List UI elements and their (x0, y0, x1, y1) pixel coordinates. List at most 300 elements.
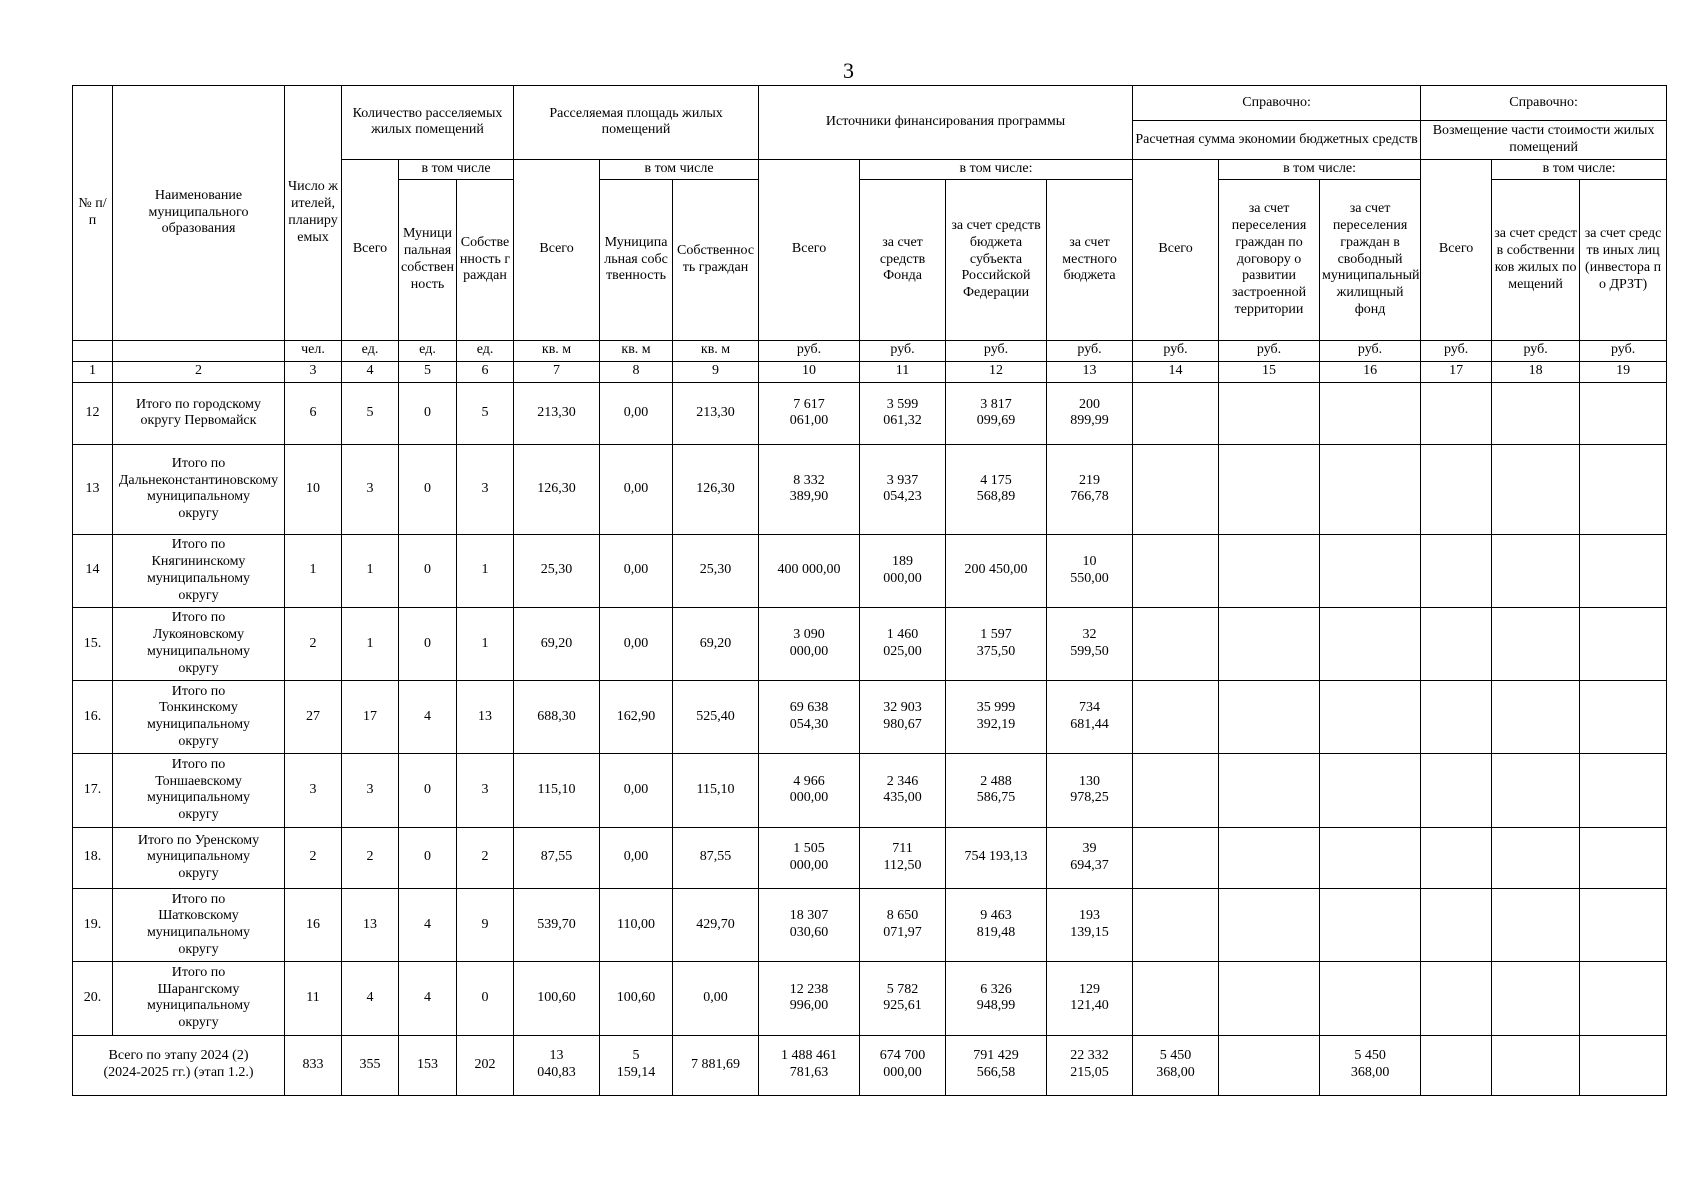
unit-cell: руб. (1047, 340, 1133, 361)
value-cell: 3 (342, 445, 399, 535)
empty-cell (1492, 382, 1580, 445)
empty-cell (1320, 607, 1421, 680)
unit-cell: руб. (759, 340, 860, 361)
empty-cell (1133, 607, 1219, 680)
value-cell: 0,00 (600, 754, 673, 827)
value-cell: 688,30 (514, 681, 600, 754)
table-row (73, 754, 1667, 827)
column-number-cell: 6 (457, 361, 514, 382)
value-cell: 0 (457, 962, 514, 1035)
row-number: 19. (73, 889, 113, 962)
value-cell: 0 (399, 827, 457, 889)
empty-cell (1320, 889, 1421, 962)
empty-cell (1580, 445, 1667, 535)
municipality-name-line: Дальнеконстантиновскому (118, 472, 279, 488)
empty-cell (1133, 754, 1219, 827)
total-value: 833 (285, 1035, 342, 1096)
value-cell: 13 (457, 681, 514, 754)
value-cell: 3 (457, 754, 514, 827)
total-row (73, 1035, 1667, 1096)
value-cell: 0 (399, 607, 457, 680)
value-cell: 126,30 (673, 445, 759, 535)
municipality-name-line: округу (178, 660, 219, 676)
money-cell-line: 899,99 (1070, 413, 1109, 429)
value-cell: 16 (285, 889, 342, 962)
empty-cell (1580, 754, 1667, 827)
municipality-name-line: округу (178, 941, 219, 957)
money-cell (946, 827, 1047, 889)
money-cell-line: 3 937 (886, 472, 919, 488)
money-cell-line: 375,50 (976, 644, 1016, 660)
empty-cell (1219, 889, 1320, 962)
table-row (73, 681, 1667, 754)
value-cell: 3 (285, 754, 342, 827)
value-cell: 13 (342, 889, 399, 962)
municipality-name-line: Тонкинскому (159, 700, 238, 716)
money-cell-line: 1 505 (793, 841, 825, 856)
money-cell (759, 889, 860, 962)
empty-cell (1580, 889, 1667, 962)
empty-cell (1133, 889, 1219, 962)
money-cell (946, 681, 1047, 754)
money-cell (1047, 382, 1133, 445)
col-header-muni-own-area: Муниципальная собственность (600, 180, 673, 341)
money-cell-line: 39 (1082, 841, 1097, 856)
col-header-rooms-incl: в том числе (399, 159, 514, 180)
unit-cell: ед. (399, 340, 457, 361)
empty-cell (1320, 962, 1421, 1035)
money-cell-line: 766,78 (1070, 489, 1109, 505)
total-value-line: 5 (632, 1048, 640, 1064)
municipality-name-line: округу (178, 807, 219, 823)
total-value (1133, 1035, 1219, 1096)
money-cell-line: 061,32 (883, 413, 922, 429)
unit-cell: кв. м (514, 340, 600, 361)
money-cell-line: 389,90 (789, 489, 829, 505)
total-value-line: 368,00 (1350, 1065, 1390, 1081)
money-cell (860, 754, 946, 827)
total-value-line: 000,00 (883, 1065, 922, 1081)
total-value-line: 5 450 (1159, 1048, 1192, 1064)
total-value (860, 1035, 946, 1096)
money-cell-line: 139,15 (1070, 925, 1109, 941)
value-cell: 110,00 (600, 889, 673, 962)
money-cell (860, 681, 946, 754)
money-cell (1047, 754, 1133, 827)
column-number-cell: 13 (1047, 361, 1133, 382)
municipality-name-line: муниципальному (146, 644, 251, 660)
money-cell-line: 819,48 (976, 925, 1016, 941)
money-cell-line: 948,99 (976, 998, 1016, 1014)
municipality-name (113, 445, 285, 535)
unit-cell: руб. (1580, 340, 1667, 361)
total-value (600, 1035, 673, 1096)
value-cell: 115,10 (514, 754, 600, 827)
value-cell: 126,30 (514, 445, 600, 535)
empty-cell (1492, 445, 1580, 535)
col-header-area-total: Всего (514, 159, 600, 340)
column-number-cell: 1 (73, 361, 113, 382)
value-cell: 0,00 (600, 534, 673, 607)
municipality-name-line: округу (178, 734, 219, 750)
value-cell: 10 (285, 445, 342, 535)
table-row (73, 962, 1667, 1035)
value-cell: 0,00 (673, 962, 759, 1035)
empty-cell (1421, 607, 1492, 680)
value-cell: 4 (399, 962, 457, 1035)
municipality-name-line: Тоншаевскому (155, 773, 242, 789)
money-cell (860, 445, 946, 535)
col-header-rooms-total: Всего (342, 159, 399, 340)
empty-cell (1421, 445, 1492, 535)
municipality-name-line: муниципальному (146, 925, 251, 941)
empty-cell (1421, 889, 1492, 962)
money-cell-line: 1 460 (886, 627, 919, 643)
municipality-name (113, 827, 285, 889)
empty-cell (1492, 681, 1580, 754)
empty-cell (1133, 681, 1219, 754)
unit-cell: руб. (1320, 340, 1421, 361)
empty-cell (1133, 534, 1219, 607)
municipality-name (113, 754, 285, 827)
empty-cell (1133, 445, 1219, 535)
empty-cell (1219, 607, 1320, 680)
value-cell: 69,20 (673, 607, 759, 680)
column-number-cell: 5 (399, 361, 457, 382)
money-cell-line: 681,44 (1070, 717, 1109, 733)
value-cell: 0 (399, 382, 457, 445)
money-cell-line: 550,00 (1070, 570, 1109, 586)
empty-cell (1133, 382, 1219, 445)
unit-cell: руб. (1219, 340, 1320, 361)
municipality-name (113, 382, 285, 445)
column-numbers-row (73, 361, 1667, 382)
money-cell-line: 586,75 (976, 790, 1016, 806)
col-header-owners-funds: за счет средств собственников жилых помещений (1492, 180, 1580, 341)
money-cell-line: 112,50 (883, 857, 922, 873)
value-cell: 429,70 (673, 889, 759, 962)
row-number: 18. (73, 827, 113, 889)
money-cell (759, 827, 860, 889)
unit-cell: ед. (457, 340, 514, 361)
municipality-name (113, 681, 285, 754)
value-cell: 69,20 (514, 607, 600, 680)
value-cell: 0,00 (600, 827, 673, 889)
empty-cell (1492, 534, 1580, 607)
value-cell: 3 (457, 445, 514, 535)
municipality-name-line: Лукояновскому (152, 627, 245, 643)
unit-cell: чел. (285, 340, 342, 361)
total-value-line: 791 429 (973, 1048, 1019, 1064)
resettlement-table (72, 85, 1667, 1096)
money-cell (759, 607, 860, 680)
column-number-cell: 8 (600, 361, 673, 382)
row-number: 17. (73, 754, 113, 827)
table-row (73, 382, 1667, 445)
col-header-citizen-own-area: Собственность граждан (673, 180, 759, 341)
col-header-local-budget: за счет местного бюджета (1047, 180, 1133, 341)
value-cell: 4 (342, 962, 399, 1035)
unit-cell: руб. (1492, 340, 1580, 361)
empty-cell (1133, 962, 1219, 1035)
empty-cell (1219, 382, 1320, 445)
row-number: 14 (73, 534, 113, 607)
empty-cell (1492, 754, 1580, 827)
money-cell-line: 435,00 (883, 790, 922, 806)
money-cell-line: 000,00 (883, 570, 922, 586)
col-header-area: Расселяемая площадь жилых помещений (514, 86, 759, 160)
value-cell: 1 (342, 607, 399, 680)
empty-cell (1320, 534, 1421, 607)
municipality-name-line: Итого по (171, 891, 226, 907)
col-header-ref2: Справочно: (1421, 86, 1667, 121)
municipality-name-line: Итого по городскому (136, 396, 261, 412)
money-cell-line: 734 (1079, 700, 1101, 716)
units-row (73, 340, 1667, 361)
column-number-cell: 4 (342, 361, 399, 382)
total-label-line: Всего по этапу 2024 (2) (108, 1048, 249, 1064)
col-header-others-funds: за счет средств иных лиц (инвестора по ДРЗТ) (1580, 180, 1667, 341)
municipality-name-line: Итого по (171, 610, 226, 626)
value-cell: 3 (342, 754, 399, 827)
value-cell: 25,30 (514, 534, 600, 607)
value-cell: 9 (457, 889, 514, 962)
money-cell-line: 694,37 (1070, 857, 1109, 873)
municipality-name-line: Итого по (171, 455, 226, 471)
col-header-residents: Число жителей, планируемых (285, 86, 342, 341)
column-number-cell: 2 (113, 361, 285, 382)
col-header-resettle-contract: за счет переселения граждан по договору о развитии застроенной территории (1219, 180, 1320, 341)
money-cell (946, 754, 1047, 827)
value-cell: 11 (285, 962, 342, 1035)
municipality-name-line: Итого по (171, 964, 226, 980)
value-cell: 5 (342, 382, 399, 445)
total-value: 7 881,69 (673, 1035, 759, 1096)
money-cell-line: 980,67 (883, 717, 922, 733)
money-cell-line: 130 (1079, 773, 1101, 789)
municipality-name-line: округу (178, 1015, 219, 1031)
row-number: 16. (73, 681, 113, 754)
money-cell-line: 711 (892, 841, 913, 856)
empty-cell (1219, 534, 1320, 607)
total-label (73, 1035, 285, 1096)
col-header-rooms: Количество расселяемых жилых помещений (342, 86, 514, 160)
value-cell: 87,55 (673, 827, 759, 889)
empty-cell (1421, 1035, 1492, 1096)
empty-cell (1320, 754, 1421, 827)
row-number: 12 (73, 382, 113, 445)
money-cell (759, 382, 860, 445)
column-number-cell: 16 (1320, 361, 1421, 382)
municipality-name-line: округу (178, 587, 219, 603)
money-cell-line: 996,00 (789, 998, 829, 1014)
total-value-line: 368,00 (1156, 1065, 1195, 1081)
row-number: 15. (73, 607, 113, 680)
money-cell-line: 3 817 (980, 396, 1012, 412)
data-rows (73, 382, 1667, 1035)
value-cell: 0 (399, 445, 457, 535)
money-cell (860, 607, 946, 680)
unit-cell: руб. (1421, 340, 1492, 361)
empty-cell (1580, 962, 1667, 1035)
value-cell: 0,00 (600, 445, 673, 535)
money-cell (946, 445, 1047, 535)
money-cell (860, 827, 946, 889)
municipality-name (113, 534, 285, 607)
empty-cell (1580, 534, 1667, 607)
empty-cell (1219, 827, 1320, 889)
money-cell-line: 7 617 (793, 396, 825, 412)
col-header-name: Наименование муниципального образования (113, 86, 285, 341)
money-cell (759, 445, 860, 535)
value-cell: 539,70 (514, 889, 600, 962)
money-cell (860, 382, 946, 445)
municipality-name-line: Итого по (171, 756, 226, 772)
money-cell (860, 534, 946, 607)
col-header-citizen-own: Собственность граждан (457, 180, 514, 341)
col-header-comp-total: Всего (1421, 159, 1492, 340)
col-header-finance-incl: в том числе: (860, 159, 1133, 180)
money-cell (860, 962, 946, 1035)
municipality-name-line: Шарангскому (157, 981, 240, 997)
value-cell: 4 (399, 681, 457, 754)
value-cell: 25,30 (673, 534, 759, 607)
money-cell (759, 681, 860, 754)
table-row (73, 607, 1667, 680)
value-cell: 2 (285, 607, 342, 680)
money-cell (1047, 681, 1133, 754)
money-cell-line: 193 (1079, 908, 1101, 924)
empty-cell (1580, 681, 1667, 754)
empty-cell (1492, 1035, 1580, 1096)
empty-cell (1421, 754, 1492, 827)
empty-cell (1219, 962, 1320, 1035)
municipality-name-line: Княгининскому (151, 554, 246, 570)
col-header-muni-own: Муниципальная собственность (399, 180, 457, 341)
value-cell: 213,30 (673, 382, 759, 445)
money-cell-line: 099,69 (976, 413, 1016, 429)
col-header-finance: Источники финансирования программы (759, 86, 1133, 160)
total-value-line: 1 488 461 (781, 1048, 838, 1064)
empty-cell (1580, 382, 1667, 445)
total-value-line: 566,58 (976, 1065, 1016, 1081)
empty-cell (1492, 962, 1580, 1035)
total-label-line: (2024-2025 гг.) (этап 1.2.) (103, 1065, 254, 1081)
col-header-comp-incl: в том числе: (1492, 159, 1667, 180)
money-cell (1047, 889, 1133, 962)
total-value-line: 159,14 (616, 1065, 656, 1081)
municipality-name-line: Итого по Уренскому (137, 832, 260, 848)
total-value-line: 781,63 (789, 1065, 829, 1081)
column-number-cell: 17 (1421, 361, 1492, 382)
value-cell: 162,90 (600, 681, 673, 754)
money-cell (1047, 962, 1133, 1035)
money-cell-line: 69 638 (789, 700, 829, 716)
money-cell-line: 121,40 (1070, 998, 1109, 1014)
empty-cell (1320, 445, 1421, 535)
value-cell: 1 (457, 534, 514, 607)
empty-cell (1492, 827, 1580, 889)
municipality-name-line: Шатковскому (158, 908, 239, 924)
municipality-name (113, 889, 285, 962)
money-cell-line: 35 999 (976, 700, 1016, 716)
value-cell: 4 (399, 889, 457, 962)
empty-cell (1421, 962, 1492, 1035)
money-cell-line: 18 307 (789, 908, 829, 924)
col-header-ref1: Справочно: (1133, 86, 1421, 121)
value-cell: 2 (285, 827, 342, 889)
total-value: 355 (342, 1035, 399, 1096)
total-value-line: 040,83 (537, 1065, 576, 1081)
money-cell-line: 5 782 (886, 981, 919, 997)
value-cell: 87,55 (514, 827, 600, 889)
money-cell (759, 534, 860, 607)
money-cell (860, 889, 946, 962)
value-cell: 2 (457, 827, 514, 889)
table-row (73, 827, 1667, 889)
col-header-compensation: Возмещение части стоимости жилых помещений (1421, 121, 1667, 159)
value-cell: 0,00 (600, 607, 673, 680)
money-cell-line: 061,00 (789, 413, 829, 429)
column-number-cell: 11 (860, 361, 946, 382)
money-cell-line: 4 175 (980, 472, 1012, 488)
empty-cell (1320, 382, 1421, 445)
total-value (1047, 1035, 1133, 1096)
empty-cell (1421, 681, 1492, 754)
column-number-cell: 19 (1580, 361, 1667, 382)
municipality-name-line: округу (178, 506, 219, 522)
total-value (946, 1035, 1047, 1096)
money-cell-line: 599,50 (1070, 644, 1109, 660)
money-cell-line: 000,00 (789, 857, 829, 873)
total-value: 202 (457, 1035, 514, 1096)
col-header-fund: за счет средств Фонда (860, 180, 946, 341)
column-number-cell: 3 (285, 361, 342, 382)
money-cell-line: 978,25 (1070, 790, 1109, 806)
money-cell-line: 392,19 (976, 717, 1016, 733)
unit-cell: ед. (342, 340, 399, 361)
value-cell: 0 (399, 534, 457, 607)
money-cell-line: 025,00 (883, 644, 922, 660)
municipality-name (113, 962, 285, 1035)
total-value-line: 215,05 (1070, 1065, 1109, 1081)
money-cell (946, 962, 1047, 1035)
money-cell-line: 32 903 (883, 700, 922, 716)
empty-cell (1580, 827, 1667, 889)
total-value (759, 1035, 860, 1096)
money-cell-line: 12 238 (789, 981, 829, 997)
column-number-cell: 9 (673, 361, 759, 382)
column-number-cell: 7 (514, 361, 600, 382)
money-cell-line: 400 000,00 (777, 562, 841, 578)
money-cell-line: 071,97 (883, 925, 922, 941)
total-value (1320, 1035, 1421, 1096)
municipality-name-line: округу Первомайск (140, 413, 257, 429)
money-cell-line: 754 193,13 (964, 849, 1028, 865)
municipality-name-line: Итого по (171, 683, 226, 699)
municipality-name-line: муниципальному (146, 717, 251, 733)
value-cell: 1 (285, 534, 342, 607)
column-number-cell: 10 (759, 361, 860, 382)
col-header-num: № п/п (73, 86, 113, 341)
value-cell: 0 (399, 754, 457, 827)
empty-cell (1580, 607, 1667, 680)
total-value: 153 (399, 1035, 457, 1096)
money-cell-line: 925,61 (883, 998, 922, 1014)
col-header-area-incl: в том числе (600, 159, 759, 180)
money-cell-line: 1 597 (980, 627, 1012, 643)
empty-cell (1421, 827, 1492, 889)
